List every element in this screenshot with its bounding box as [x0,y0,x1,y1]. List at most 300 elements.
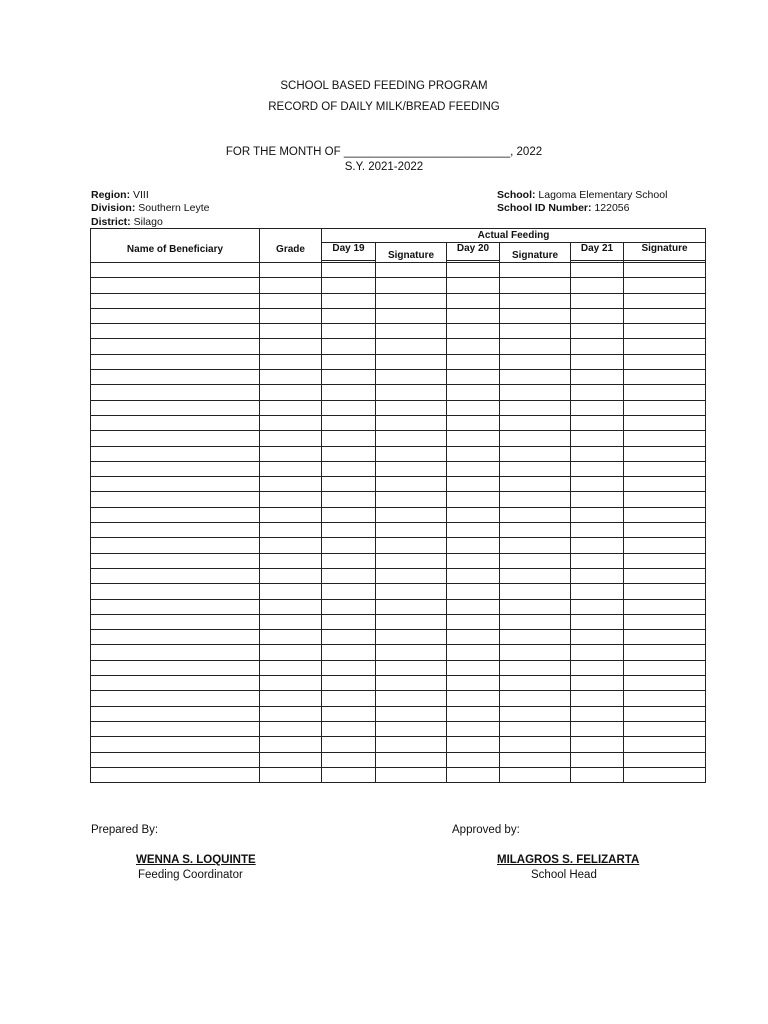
actual-feeding-header: Actual Feeding [322,229,706,243]
school-id-line [497,202,667,215]
table-cell [322,507,376,522]
table-row [91,308,706,323]
table-cell [624,599,706,614]
table-cell [91,278,260,293]
table-cell [376,415,447,430]
table-cell [376,308,447,323]
table-cell [322,691,376,706]
table-cell [91,324,260,339]
table-row [91,737,706,752]
table-cell [500,630,571,645]
table-cell [322,477,376,492]
table-row [91,568,706,583]
table-cell [376,431,447,446]
table-cell [260,477,322,492]
table-cell [447,324,500,339]
table-cell [500,400,571,415]
table-cell [624,691,706,706]
table-cell [447,584,500,599]
table-cell [260,431,322,446]
table-row [91,645,706,660]
table-cell [376,446,447,461]
table-cell [322,568,376,583]
table-row [91,599,706,614]
record-title: RECORD OF DAILY MILK/BREAD FEEDING [268,101,500,113]
table-cell [571,676,624,691]
table-cell [376,461,447,476]
region-label: Region: [91,189,131,201]
table-cell [322,431,376,446]
table-cell [322,645,376,660]
table-cell [624,645,706,660]
table-cell [322,492,376,507]
table-cell [571,431,624,446]
table-cell [624,263,706,278]
table-cell [571,614,624,629]
table-cell [322,278,376,293]
table-cell [322,630,376,645]
table-cell [260,308,322,323]
table-cell [500,553,571,568]
table-cell [624,553,706,568]
table-cell [260,523,322,538]
table-cell [624,767,706,782]
table-cell [260,385,322,400]
table-cell [447,400,500,415]
table-cell [376,492,447,507]
table-cell [624,293,706,308]
table-cell [91,691,260,706]
table-row [91,767,706,782]
table-row [91,630,706,645]
table-cell [447,553,500,568]
district-value: Silago [130,215,163,228]
table-cell [500,752,571,767]
table-cell [376,614,447,629]
table-cell [91,415,260,430]
table-cell [376,660,447,675]
table-cell [447,354,500,369]
approved-by-role: School Head [531,869,597,881]
table-cell [624,415,706,430]
table-cell [91,599,260,614]
table-cell [260,767,322,782]
table-cell [376,477,447,492]
table-cell [322,553,376,568]
table-cell [571,385,624,400]
table-cell [571,477,624,492]
region-value: VIII [130,189,149,201]
table-cell [571,706,624,721]
table-cell [91,676,260,691]
table-cell [376,691,447,706]
table-cell [624,660,706,675]
table-cell [500,599,571,614]
table-cell [376,706,447,721]
table-cell [571,752,624,767]
prepared-by-role: Feeding Coordinator [138,869,243,881]
table-cell [91,492,260,507]
table-cell [500,721,571,736]
table-cell [260,492,322,507]
table-cell [260,263,322,278]
table-row [91,660,706,675]
table-row [91,324,706,339]
table-cell [447,538,500,553]
table-cell [500,339,571,354]
table-cell [500,507,571,522]
table-cell [322,676,376,691]
table-cell [322,660,376,675]
table-cell [376,767,447,782]
signature-3-header: Signature [624,243,706,261]
table-header-row-1 [91,229,706,243]
table-cell [91,461,260,476]
table-cell [624,706,706,721]
table-cell [322,370,376,385]
table-cell [447,431,500,446]
table-cell [260,676,322,691]
table-cell [571,630,624,645]
table-cell [571,538,624,553]
table-cell [500,263,571,278]
table-cell [260,645,322,660]
prepared-by-name: WENNA S. LOQUINTE [136,854,256,866]
table-cell [322,767,376,782]
table-cell [260,354,322,369]
table-cell [260,752,322,767]
table-cell [91,507,260,522]
table-cell [500,293,571,308]
table-cell [571,278,624,293]
table-cell [376,263,447,278]
table-cell [624,354,706,369]
table-cell [376,385,447,400]
table-cell [260,737,322,752]
table-cell [571,339,624,354]
table-cell [500,660,571,675]
table-cell [624,431,706,446]
table-cell [376,721,447,736]
feeding-record-table [90,228,706,783]
table-cell [91,446,260,461]
table-row [91,477,706,492]
table-cell [260,721,322,736]
name-of-beneficiary-header: Name of Beneficiary [91,229,260,263]
table-cell [624,676,706,691]
school-value: Lagoma Elementary School [535,189,668,201]
table-cell [571,308,624,323]
table-cell [376,339,447,354]
table-cell [447,415,500,430]
table-row [91,538,706,553]
table-row [91,523,706,538]
table-row [91,400,706,415]
table-cell [500,278,571,293]
table-cell [447,752,500,767]
table-cell [260,599,322,614]
table-cell [322,614,376,629]
table-cell [624,370,706,385]
table-cell [624,584,706,599]
table-cell [260,293,322,308]
table-cell [322,400,376,415]
table-cell [376,599,447,614]
table-cell [260,400,322,415]
table-cell [376,645,447,660]
table-cell [376,400,447,415]
table-cell [322,415,376,430]
table-cell [376,523,447,538]
table-row [91,461,706,476]
table-cell [91,737,260,752]
table-cell [447,737,500,752]
table-cell [376,354,447,369]
table-cell [91,645,260,660]
table-cell [447,492,500,507]
table-cell [500,477,571,492]
prepared-by-label: Prepared By: [91,824,159,836]
table-cell [91,370,260,385]
table-cell [571,370,624,385]
table-row [91,507,706,522]
table-cell [571,507,624,522]
table-cell [91,706,260,721]
table-cell [91,354,260,369]
table-cell [624,523,706,538]
table-cell [260,706,322,721]
month-line: FOR THE MONTH OF __________________________, 2022 [225,146,543,158]
table-row [91,614,706,629]
table-cell [376,324,447,339]
table-cell [376,293,447,308]
table-cell [624,461,706,476]
table-cell [571,324,624,339]
table-cell [376,553,447,568]
table-row [91,431,706,446]
table-cell [322,523,376,538]
table-cell [500,676,571,691]
table-row [91,339,706,354]
table-cell [91,767,260,782]
table-cell [322,339,376,354]
table-cell [91,263,260,278]
table-cell [500,538,571,553]
table-cell [447,293,500,308]
table-cell [447,645,500,660]
table-row [91,721,706,736]
table-cell [500,645,571,660]
table-cell [260,630,322,645]
table-cell [376,752,447,767]
table-cell [447,568,500,583]
table-cell [376,676,447,691]
table-row [91,354,706,369]
table-cell [260,446,322,461]
table-cell [624,614,706,629]
table-cell [260,415,322,430]
table-row [91,691,706,706]
table-cell [624,339,706,354]
table-cell [376,370,447,385]
table-cell [624,538,706,553]
table-cell [500,523,571,538]
table-cell [624,721,706,736]
table-cell [500,324,571,339]
table-cell [500,354,571,369]
table-cell [260,507,322,522]
table-row [91,584,706,599]
table-cell [500,767,571,782]
school-year: S.Y. 2021-2022 [344,161,424,173]
table-cell [500,308,571,323]
table-cell [447,691,500,706]
table-cell [91,584,260,599]
table-cell [500,584,571,599]
division-line [91,202,209,215]
table-cell [322,584,376,599]
table-cell [91,477,260,492]
table-cell [447,614,500,629]
table-cell [571,400,624,415]
table-cell [571,553,624,568]
table-cell [322,599,376,614]
table-cell [500,568,571,583]
table-cell [260,660,322,675]
table-row [91,415,706,430]
table-cell [91,385,260,400]
table-row [91,752,706,767]
table-cell [571,737,624,752]
approved-by-name: MILAGROS S. FELIZARTA [497,854,640,866]
table-row [91,293,706,308]
table-cell [260,278,322,293]
school-info-left [91,189,209,229]
table-cell [260,538,322,553]
table-cell [322,461,376,476]
school-line [497,189,667,202]
table-cell [91,614,260,629]
table-cell [91,660,260,675]
program-title: SCHOOL BASED FEEDING PROGRAM [280,80,488,92]
table-cell [447,278,500,293]
table-cell [500,461,571,476]
table-cell [571,767,624,782]
school-id-label: School ID Number: [497,202,592,215]
table-cell [500,691,571,706]
table-cell [322,293,376,308]
table-cell [376,507,447,522]
table-cell [322,721,376,736]
table-cell [624,400,706,415]
table-cell [624,737,706,752]
table-cell [624,308,706,323]
table-cell [447,263,500,278]
table-cell [447,721,500,736]
table-cell [91,553,260,568]
table-cell [91,339,260,354]
table-cell [571,584,624,599]
table-cell [91,308,260,323]
table-cell [624,385,706,400]
table-cell [376,278,447,293]
approved-by-label: Approved by: [452,824,520,836]
table-cell [322,538,376,553]
table-row [91,706,706,721]
school-info-right [497,189,667,216]
signature-2-header: Signature [500,243,571,263]
table-cell [322,263,376,278]
table-cell [260,614,322,629]
table-cell [500,446,571,461]
table-cell [260,568,322,583]
table-cell [447,706,500,721]
grade-header: Grade [260,229,322,263]
day-20-header: Day 20 [447,243,500,261]
table-cell [376,538,447,553]
table-cell [500,614,571,629]
table-cell [624,446,706,461]
day-19-header: Day 19 [322,243,376,261]
table-cell [571,523,624,538]
district-label: District: [91,215,131,228]
table-cell [624,630,706,645]
table-row [91,370,706,385]
table-cell [571,415,624,430]
table-cell [571,691,624,706]
table-cell [447,507,500,522]
table-cell [376,737,447,752]
table-cell [447,523,500,538]
table-cell [447,477,500,492]
table-cell [91,400,260,415]
table-cell [447,599,500,614]
table-cell [322,308,376,323]
table-cell [260,691,322,706]
school-label: School: [497,189,536,201]
table-cell [91,752,260,767]
table-cell [260,370,322,385]
table-cell [624,752,706,767]
table-cell [91,721,260,736]
table-cell [571,721,624,736]
table-cell [624,492,706,507]
table-cell [322,752,376,767]
region-line [91,189,209,202]
table-cell [447,461,500,476]
table-row [91,553,706,568]
table-row [91,676,706,691]
table-cell [260,339,322,354]
school-id-value: 122056 [591,202,630,215]
district-line [91,216,209,229]
table-row [91,385,706,400]
table-cell [571,461,624,476]
signature-1-header: Signature [376,243,447,263]
table-cell [376,568,447,583]
table-cell [500,706,571,721]
table-cell [322,324,376,339]
table-cell [624,324,706,339]
table-cell [500,415,571,430]
table-cell [447,676,500,691]
day-21-header: Day 21 [571,243,624,261]
table-cell [91,431,260,446]
table-cell [624,477,706,492]
table-cell [260,324,322,339]
division-label: Division: [91,202,136,215]
table-cell [571,599,624,614]
